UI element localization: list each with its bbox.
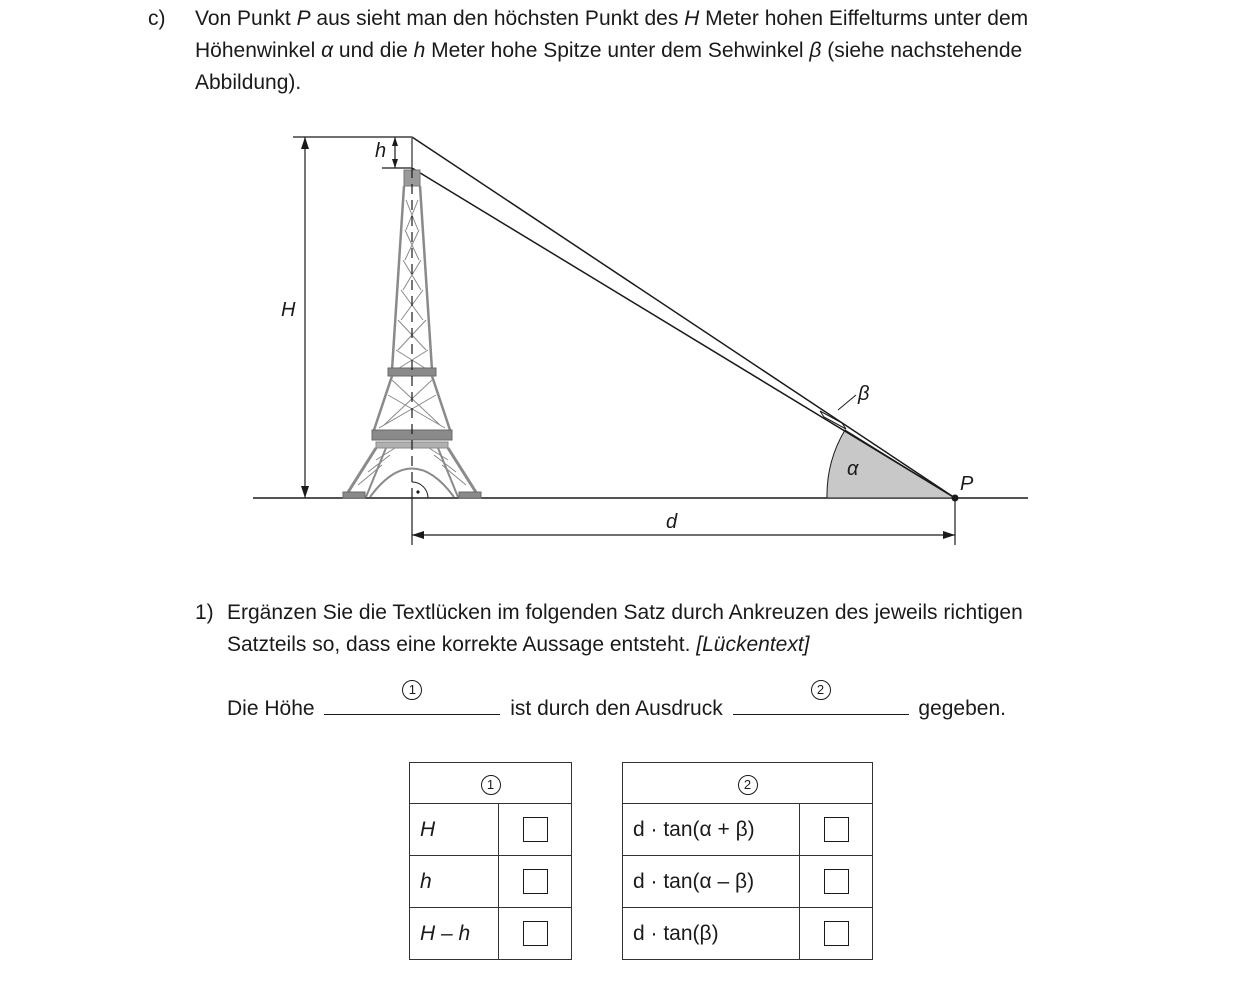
table-1-checkbox-cell-2[interactable] — [499, 856, 572, 908]
sight-line-top — [412, 137, 955, 498]
table-row — [410, 908, 572, 960]
section-label: c) — [148, 7, 166, 30]
intro-line-3: Abbildung). — [195, 71, 302, 94]
sentence-part-1: Die Höhe — [227, 697, 315, 720]
sentence-part-3: gegeben. — [918, 697, 1006, 720]
task-tag: [Lückentext] — [696, 633, 810, 656]
table-row — [410, 804, 572, 856]
task-line-1: Ergänzen Sie die Textlücken im folgenden Satz durch Ankreuzen des jeweils richtigen — [227, 601, 1023, 624]
table-1-header-marker: 1 — [481, 775, 501, 795]
task-line-2 — [227, 629, 1023, 661]
table-1-option-1: H — [410, 804, 499, 856]
label-beta: β — [858, 383, 870, 405]
right-angle-marker — [412, 482, 428, 498]
task-text — [227, 597, 1023, 661]
table-2-header-marker: 2 — [738, 775, 758, 795]
gap-2 — [733, 682, 909, 715]
table-2-checkbox-cell-1[interactable] — [800, 804, 873, 856]
beta-pointer-line — [838, 395, 856, 410]
d-arrow-left — [412, 531, 424, 539]
intro-line-1: Von Punkt P aus sieht man den höchsten Punkt des H Meter hohen Eiffelturms unter dem — [195, 7, 1029, 30]
task-line-2-text: Satzteils so, dass eine korrekte Aussage entsteht. — [227, 633, 691, 656]
label-h: h — [375, 140, 387, 162]
label-P: P — [960, 473, 974, 495]
label-d: d — [666, 511, 678, 533]
table-2-option-2: d · tan(α – β) — [623, 856, 800, 908]
intro-line-2: Höhenwinkel α und die h Meter hohe Spitze unter dem Sehwinkel β (siehe nachstehende — [195, 39, 1023, 62]
table-2-checkbox-cell-2[interactable] — [800, 856, 873, 908]
options-table-1 — [409, 762, 572, 960]
sight-line-tower — [412, 168, 955, 498]
cloze-sentence — [227, 682, 1006, 725]
table-row — [623, 804, 873, 856]
table-1-checkbox-cell-1[interactable] — [499, 804, 572, 856]
table-1-option-3: H – h — [410, 908, 499, 960]
h-arrow-top — [392, 137, 398, 146]
checkbox-H[interactable] — [523, 817, 548, 842]
checkbox-h[interactable] — [523, 869, 548, 894]
table-2-option-1: d · tan(α + β) — [623, 804, 800, 856]
beta-angle-marker — [820, 411, 846, 429]
table-row — [410, 856, 572, 908]
checkbox-H-minus-h[interactable] — [523, 921, 548, 946]
right-angle-dot — [416, 490, 419, 493]
options-table-2 — [622, 762, 873, 960]
table-1-checkbox-cell-3[interactable] — [499, 908, 572, 960]
gap-1 — [324, 682, 500, 715]
sentence-part-2: ist durch den Ausdruck — [510, 697, 723, 720]
checkbox-d-tan-alpha-plus-beta[interactable] — [824, 817, 849, 842]
checkbox-d-tan-alpha-minus-beta[interactable] — [824, 869, 849, 894]
checkbox-d-tan-beta[interactable] — [824, 921, 849, 946]
point-P — [952, 495, 959, 502]
table-2-option-3: d · tan(β) — [623, 908, 800, 960]
table-2-header — [623, 763, 873, 804]
table-row — [623, 856, 873, 908]
table-row — [623, 908, 873, 960]
gap-1-marker: 1 — [402, 680, 422, 700]
H-arrow-bottom — [301, 486, 309, 498]
H-arrow-top — [301, 137, 309, 149]
d-arrow-right — [943, 531, 955, 539]
table-2-checkbox-cell-3[interactable] — [800, 908, 873, 960]
table-1-header — [410, 763, 572, 804]
gap-2-marker: 2 — [811, 680, 831, 700]
label-alpha: α — [847, 458, 859, 480]
h-arrow-bottom — [392, 159, 398, 168]
task-number: 1) — [195, 601, 214, 624]
label-H: H — [281, 299, 296, 321]
table-1-option-2: h — [410, 856, 499, 908]
